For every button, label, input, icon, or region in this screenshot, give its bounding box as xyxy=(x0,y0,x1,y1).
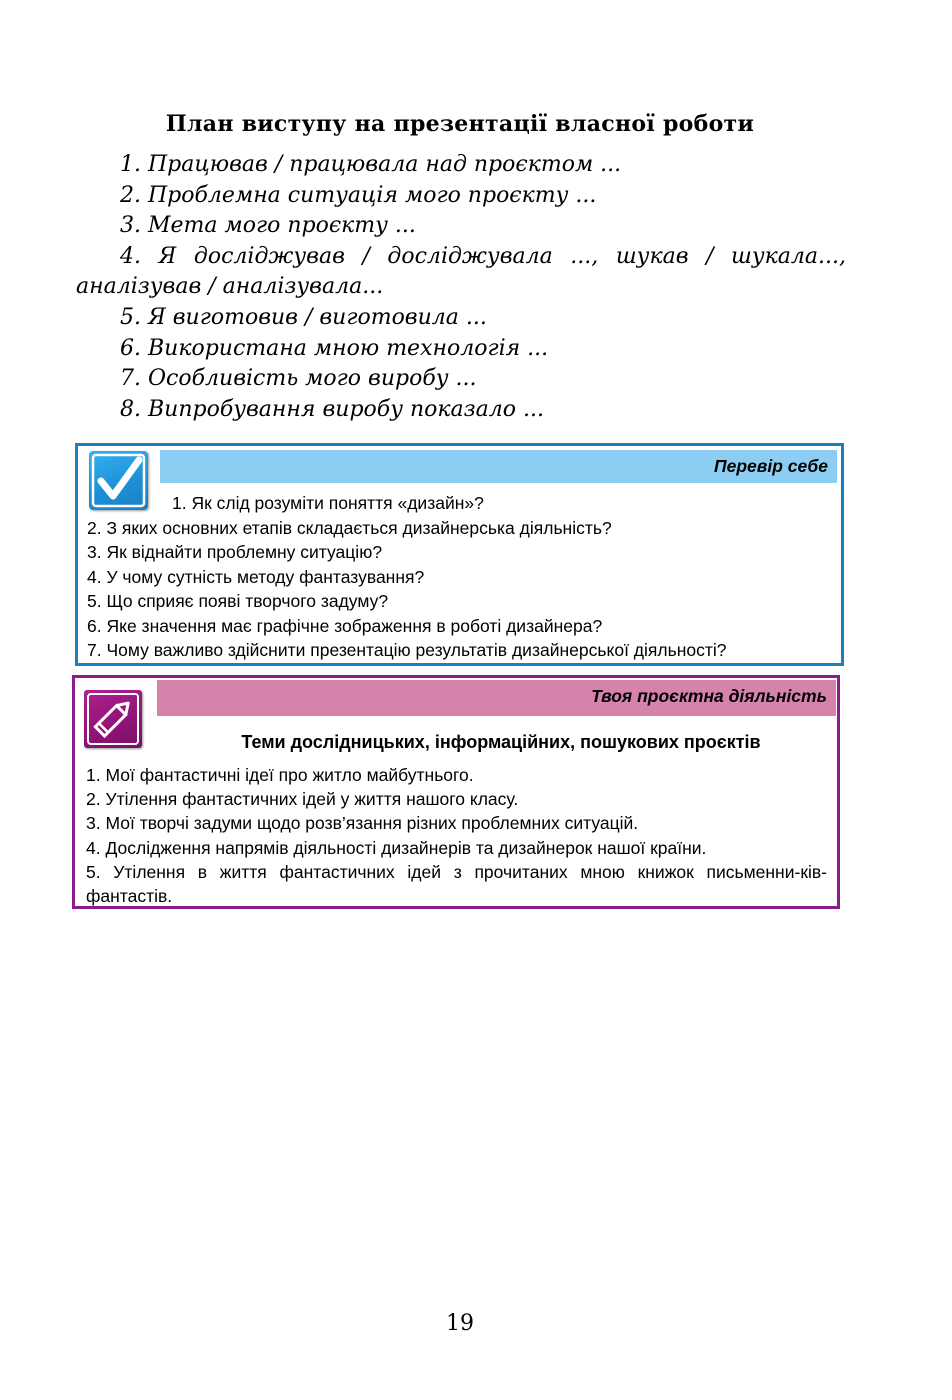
question-item: 4. У чому сутність методу фантазування? xyxy=(87,566,425,587)
topic-item: 1. Мої фантастичні ідеї про житло майбутнього. xyxy=(86,765,474,785)
plan-heading: План виступу на презентації власної роботи xyxy=(165,111,755,137)
plan-item: 4. Я досліджував / досліджувала ..., шукав / шукала..., аналізував / аналізувала... xyxy=(76,243,846,300)
question-item: 6. Яке значення має графічне зображення в роботі дизайнера? xyxy=(87,615,603,636)
plan-item: 1. Працював / працювала над проєктом ... xyxy=(120,152,622,177)
topic-item: 5. Утілення в життя фантастичних ідей з прочитаних мною книжок письменни-ків-фантастів. xyxy=(86,861,827,907)
project-activity-section xyxy=(72,675,840,909)
plan-item: 7. Особливість мого виробу ... xyxy=(120,366,477,392)
self-check-questions xyxy=(87,491,833,663)
project-topics-subtitle: Теми дослідницьких, інформаційних, пошукових проєктів xyxy=(241,732,761,752)
project-title: Твоя проєктна діяльність xyxy=(591,686,827,706)
plan-item: 6. Використана мною технологія ... xyxy=(120,335,549,361)
presentation-plan-list xyxy=(76,150,846,425)
topic-item: 2. Утілення фантастичних ідей у життя нашого класу. xyxy=(86,789,519,810)
project-header-band xyxy=(157,680,836,716)
page-number: 19 xyxy=(446,1311,474,1336)
topic-item: 4. Дослідження напрямів діяльності дизайнерів та дизайнерок нашої країни. xyxy=(86,837,707,858)
project-topics-list xyxy=(86,763,827,908)
plan-item: 2. Проблемна ситуація мого проєкту ... xyxy=(120,182,597,208)
question-item: 7. Чому важливо здійснити презентацію результатів дизайнерської діяльності? xyxy=(87,640,727,660)
self-check-header-band xyxy=(160,450,837,483)
self-check-section xyxy=(75,443,844,666)
question-item: 5. Що сприяє появі творчого задуму? xyxy=(87,591,389,611)
question-item: 3. Як віднайти проблемну ситуацію? xyxy=(87,542,383,562)
self-check-title: Перевір себе xyxy=(714,456,828,476)
question-item: 2. З яких основних етапів складається дизайнерська діяльність? xyxy=(87,517,612,538)
plan-item: 5. Я виготовив / виготовила ... xyxy=(120,304,487,330)
plan-item: 3. Мета мого проєкту ... xyxy=(120,213,416,239)
question-item: 1. Як слід розуміти поняття «дизайн»? xyxy=(172,493,484,513)
plan-item: 8. Випробування виробу показало ... xyxy=(120,396,544,422)
topic-item: 3. Мої творчі задуми щодо розв’язання різних проблемних ситуацій. xyxy=(86,813,639,834)
